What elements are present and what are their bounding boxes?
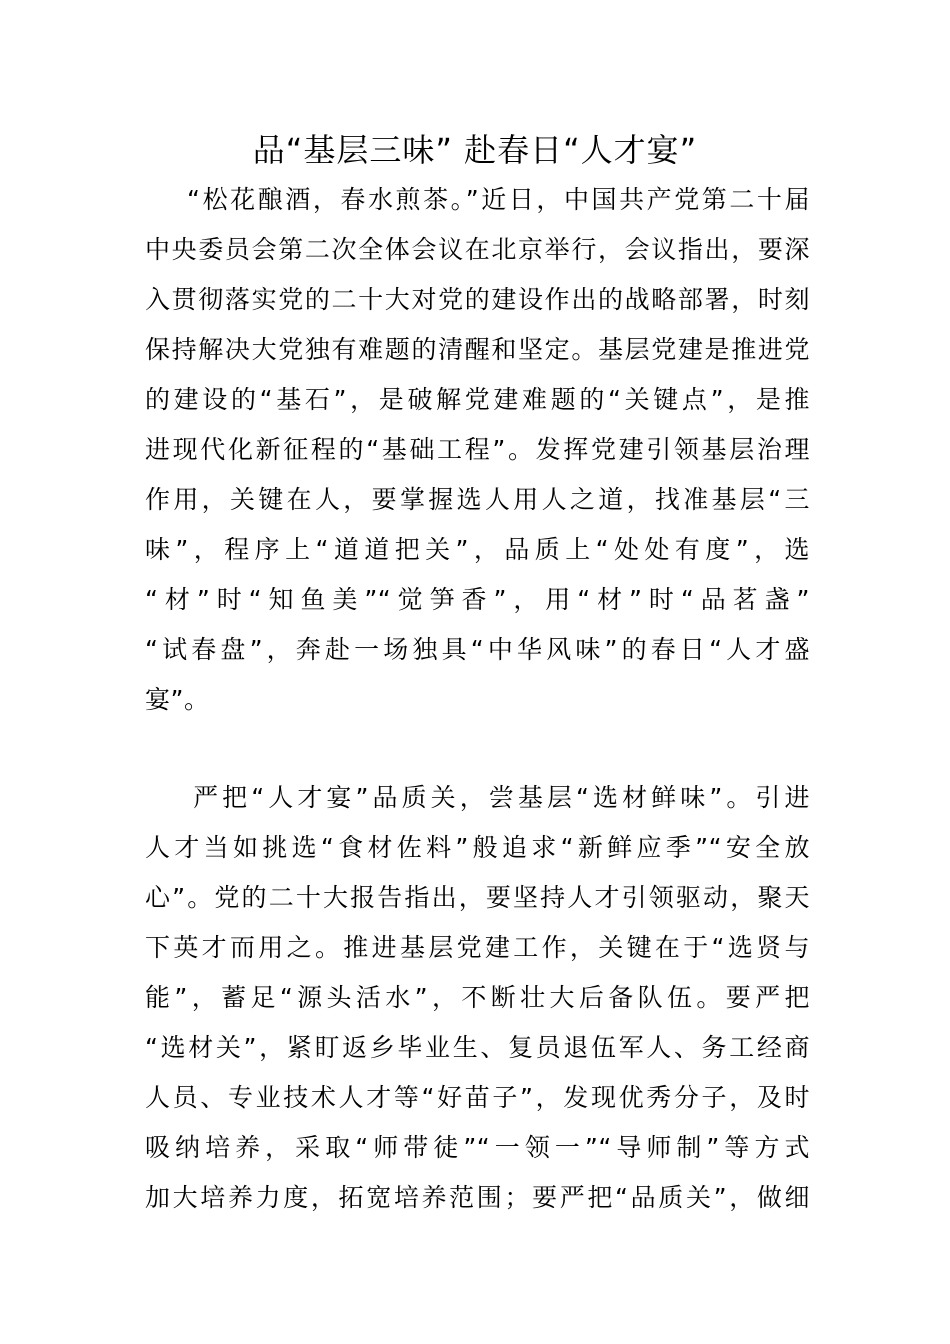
text-line: 加大培养力度，拓宽培养范围；要严把“品质关”，做细: [145, 1183, 810, 1212]
paragraph-2: [145, 773, 810, 1223]
text-line: “试春盘”，奔赴一场独具“中华风味”的春日“人才盛: [145, 635, 810, 664]
text-line: 作用，关键在人，要掌握选人用人之道，找准基层“三: [145, 485, 810, 514]
paragraph-1: [145, 175, 810, 725]
text-line: 吸纳培养，采取“师带徒”“一领一”“导师制”等方式: [145, 1133, 810, 1162]
text-line: 味”，程序上“道道把关”，品质上“处处有度”，选: [145, 535, 810, 564]
text-line: 入贯彻落实党的二十大对党的建设作出的战略部署，时刻: [145, 285, 810, 314]
text-line: 的建设的“基石”，是破解党建难题的“关键点”，是推: [145, 385, 810, 414]
text-line: 进现代化新征程的“基础工程”。发挥党建引领基层治理: [145, 435, 810, 464]
text-line: 保持解决大党独有难题的清醒和坚定。基层党建是推进党: [145, 335, 810, 364]
text-line: 能”，蓄足“源头活水”，不断壮大后备队伍。要严把: [145, 983, 810, 1012]
text-line: 中央委员会第二次全体会议在北京举行，会议指出，要深: [145, 235, 810, 264]
text-line: “材”时“知鱼美”“觉笋香”，用“材”时“品茗盏”: [145, 585, 810, 614]
text-line: 人员、专业技术人才等“好苗子”，发现优秀分子，及时: [145, 1083, 810, 1112]
document-title: 品“基层三味” 赴春日“人才宴”: [252, 131, 698, 169]
text-line: “松花酿酒，春水煎茶。”近日，中国共产党第二十届: [145, 185, 810, 214]
text-line: 下英才而用之。推进基层党建工作，关键在于“选贤与: [145, 933, 810, 962]
text-line: “选材关”，紧盯返乡毕业生、复员退伍军人、务工经商: [145, 1033, 810, 1062]
text-line: 宴”。: [145, 685, 210, 714]
text-line: 人才当如挑选“食材佐料”般追求“新鲜应季”“安全放: [145, 833, 810, 862]
text-line: 心”。党的二十大报告指出，要坚持人才引领驱动，聚天: [145, 883, 810, 912]
text-line: 严把“人才宴”品质关，尝基层“选材鲜味”。引进: [145, 783, 810, 812]
